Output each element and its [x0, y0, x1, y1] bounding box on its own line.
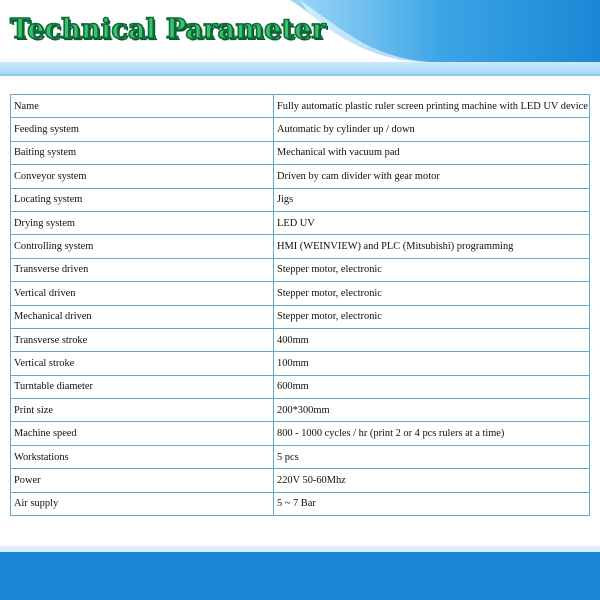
parameter-label: Controlling system — [11, 235, 274, 258]
parameter-label: Drying system — [11, 211, 274, 234]
parameter-value: Stepper motor, electronic — [274, 258, 590, 281]
footer-bar-graphic — [0, 546, 600, 600]
parameter-value: Jigs — [274, 188, 590, 211]
table-row — [11, 469, 590, 492]
parameter-value: 5 ~ 7 Bar — [274, 492, 590, 515]
parameter-label: Transverse driven — [11, 258, 274, 281]
parameter-label: Mechanical driven — [11, 305, 274, 328]
parameter-value: 600mm — [274, 375, 590, 398]
parameter-value: Driven by cam divider with gear motor — [274, 165, 590, 188]
table-row — [11, 399, 590, 422]
table-row — [11, 445, 590, 468]
parameter-value: Stepper motor, electronic — [274, 305, 590, 328]
parameter-value: 220V 50-60Mhz — [274, 469, 590, 492]
table-row — [11, 141, 590, 164]
table-row — [11, 188, 590, 211]
parameter-value: 200*300mm — [274, 399, 590, 422]
table-row — [11, 375, 590, 398]
parameter-label: Turntable diameter — [11, 375, 274, 398]
parameter-label: Machine speed — [11, 422, 274, 445]
parameter-panel — [0, 76, 600, 546]
table-row — [11, 328, 590, 351]
parameter-label: Vertical driven — [11, 282, 274, 305]
table-row — [11, 422, 590, 445]
footer-banner — [0, 546, 600, 600]
table-row — [11, 282, 590, 305]
parameter-label: Power — [11, 469, 274, 492]
parameter-value: LED UV — [274, 211, 590, 234]
parameter-value: 5 pcs — [274, 445, 590, 468]
parameter-label: Transverse stroke — [11, 328, 274, 351]
parameter-label: Print size — [11, 399, 274, 422]
table-row — [11, 305, 590, 328]
table-row — [11, 118, 590, 141]
parameter-label: Locating system — [11, 188, 274, 211]
parameter-label: Conveyor system — [11, 165, 274, 188]
header-banner — [0, 0, 600, 76]
parameter-value: Stepper motor, electronic — [274, 282, 590, 305]
table-row — [11, 95, 590, 118]
table-row — [11, 258, 590, 281]
parameter-label: Baiting system — [11, 141, 274, 164]
parameter-value: Mechanical with vacuum pad — [274, 141, 590, 164]
parameter-value: Automatic by cylinder up / down — [274, 118, 590, 141]
parameter-label: Vertical stroke — [11, 352, 274, 375]
parameter-value: HMI (WEINVIEW) and PLC (Mitsubishi) programming — [274, 235, 590, 258]
parameter-label: Feeding system — [11, 118, 274, 141]
table-row — [11, 165, 590, 188]
parameter-table-body — [11, 95, 590, 516]
parameter-table — [10, 94, 590, 516]
table-row — [11, 235, 590, 258]
parameter-value: Fully automatic plastic ruler screen printing machine with LED UV device — [274, 95, 590, 118]
parameter-label: Workstations — [11, 445, 274, 468]
page-title: Technical Parameter — [10, 14, 326, 45]
parameter-value: 400mm — [274, 328, 590, 351]
table-row — [11, 492, 590, 515]
table-row — [11, 211, 590, 234]
parameter-label: Air supply — [11, 492, 274, 515]
table-row — [11, 352, 590, 375]
parameter-value: 100mm — [274, 352, 590, 375]
parameter-label: Name — [11, 95, 274, 118]
parameter-value: 800 - 1000 cycles / hr (print 2 or 4 pcs rulers at a time) — [274, 422, 590, 445]
